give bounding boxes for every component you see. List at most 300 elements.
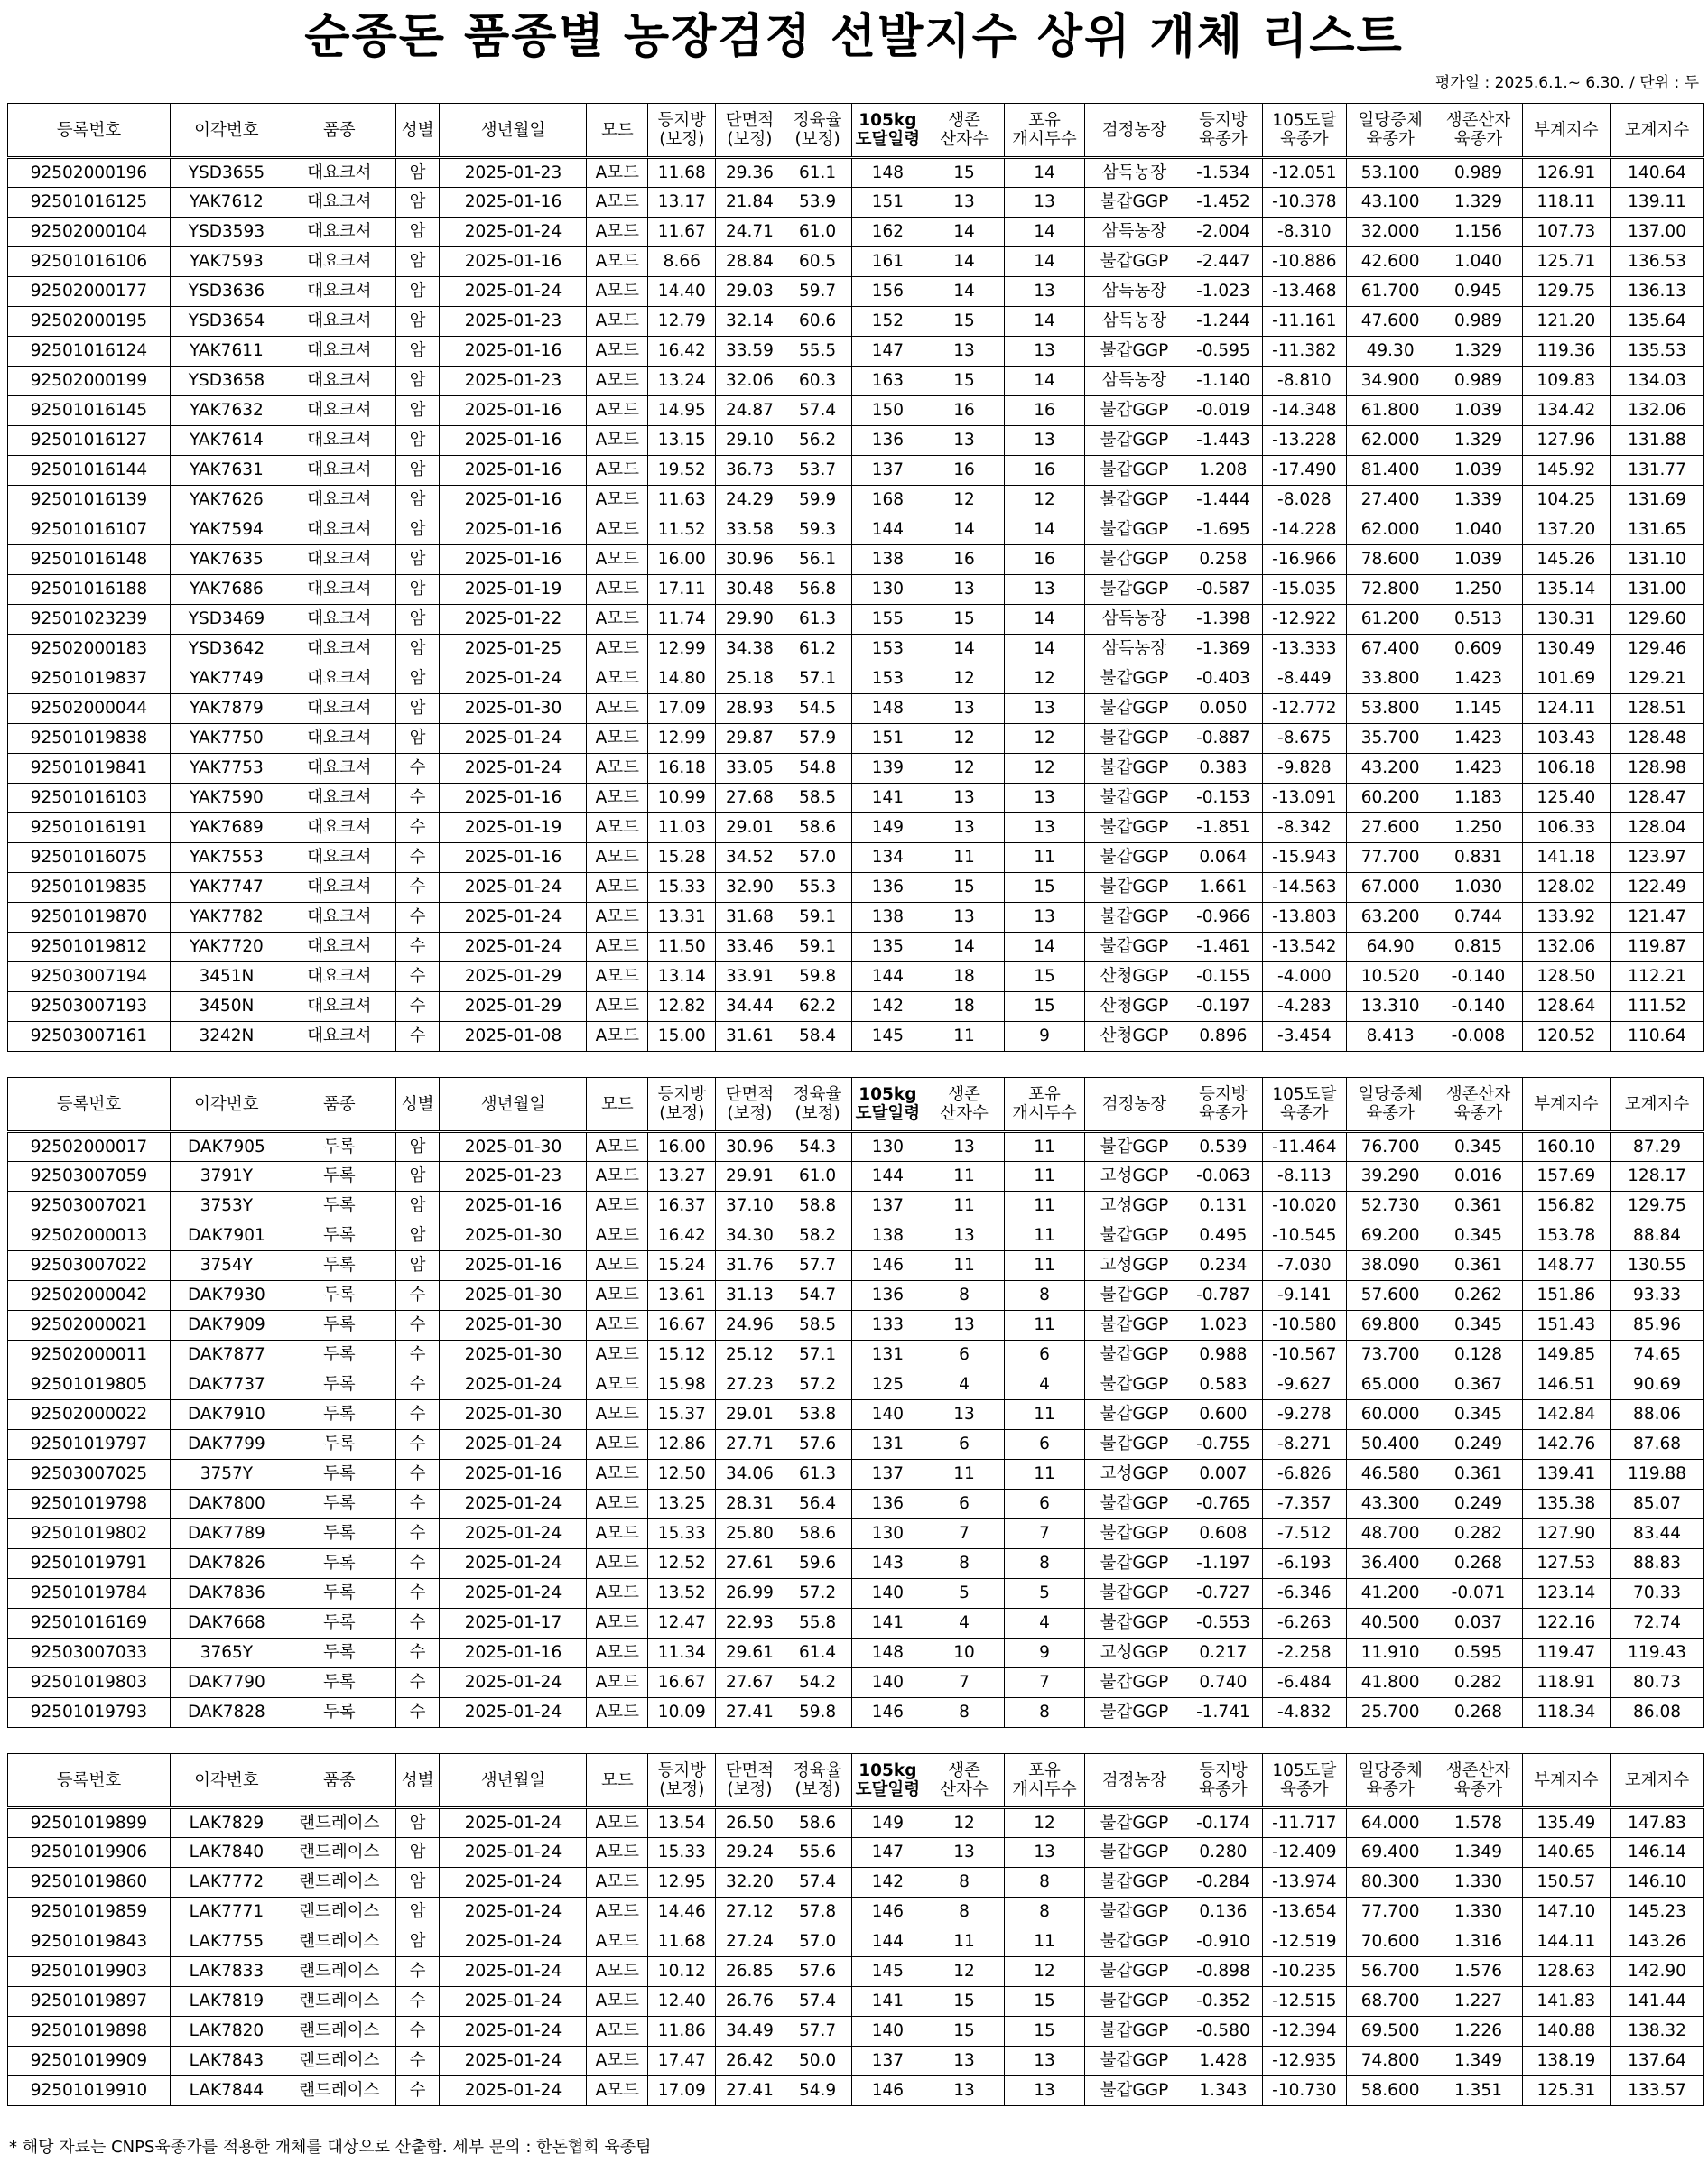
table-cell: 128.47	[1611, 784, 1704, 813]
table-cell: 랜드레이스	[283, 1898, 395, 1927]
table-cell: 14	[1005, 307, 1085, 337]
table-cell: 48.700	[1346, 1519, 1434, 1549]
table-cell: YSD3593	[170, 218, 283, 247]
table-cell: 54.3	[784, 1132, 851, 1162]
table-cell: -4.000	[1262, 962, 1346, 992]
table-cell: -0.008	[1434, 1022, 1522, 1052]
table-cell: 불갑GGP	[1084, 515, 1184, 545]
header-row	[8, 1078, 1704, 1132]
table-cell: A모드	[587, 1838, 648, 1868]
table-cell: 92501019843	[8, 1927, 171, 1957]
table-cell: 125.71	[1522, 247, 1610, 277]
table-cell: 136.13	[1611, 277, 1704, 307]
table-cell: 불갑GGP	[1084, 426, 1184, 456]
table-cell: 17.47	[648, 2047, 716, 2076]
table-cell: 57.6	[784, 1957, 851, 1987]
table-cell: 11	[924, 1251, 1005, 1281]
table-cell: A모드	[587, 873, 648, 903]
table-cell: 불갑GGP	[1084, 1927, 1184, 1957]
table-cell: 19.52	[648, 456, 716, 486]
table-cell: 불갑GGP	[1084, 337, 1184, 367]
table-cell: 0.495	[1184, 1221, 1263, 1251]
table-cell: 13.17	[648, 188, 716, 218]
column-header	[924, 1078, 1005, 1132]
table-cell: 29.91	[716, 1162, 784, 1192]
table-cell: 6	[1005, 1490, 1085, 1519]
duroc-table	[7, 1077, 1704, 1728]
table-cell: 1.339	[1434, 486, 1522, 515]
table-cell: 0.945	[1434, 277, 1522, 307]
column-header-line: 등지방	[657, 1761, 707, 1780]
table-cell: 52.730	[1346, 1192, 1434, 1221]
table-cell: 144	[851, 515, 924, 545]
table-cell: YAK7594	[170, 515, 283, 545]
table-cell: -1.140	[1184, 367, 1263, 396]
table-cell: 13.27	[648, 1162, 716, 1192]
table-cell: 2025-01-24	[440, 1668, 587, 1698]
table-cell: 8	[1005, 1698, 1085, 1728]
table-cell: 1.040	[1434, 247, 1522, 277]
table-cell: YAK7686	[170, 575, 283, 605]
column-header-line: 이각번호	[194, 120, 259, 140]
table-cell: 92503007025	[8, 1460, 171, 1490]
table-cell: 11.63	[648, 486, 716, 515]
table-cell: 11	[924, 1927, 1005, 1957]
column-header	[1084, 104, 1184, 158]
column-header-line: 이각번호	[194, 1094, 259, 1114]
table-cell: 1.329	[1434, 188, 1522, 218]
table-cell: A모드	[587, 277, 648, 307]
table-row	[8, 218, 1704, 247]
table-cell: 146	[851, 2076, 924, 2106]
table-cell: 143	[851, 1549, 924, 1579]
column-header	[1346, 1078, 1434, 1132]
table-cell: 34.06	[716, 1460, 784, 1490]
table-cell: 33.46	[716, 933, 784, 962]
table-cell: 암	[395, 1221, 440, 1251]
table-cell: 암	[395, 337, 440, 367]
table-cell: 61.0	[784, 218, 851, 247]
table-cell: 26.76	[716, 1987, 784, 2017]
table-cell: 15.33	[648, 1838, 716, 1868]
table-cell: 29.01	[716, 813, 784, 843]
column-header	[1611, 1754, 1704, 1808]
table-cell: 92501019859	[8, 1898, 171, 1927]
table-cell: 27.41	[716, 2076, 784, 2106]
table-cell: A모드	[587, 575, 648, 605]
column-header	[8, 1754, 171, 1808]
column-header	[784, 1754, 851, 1808]
table-cell: -10.567	[1262, 1341, 1346, 1370]
table-cell: 129.75	[1522, 277, 1610, 307]
table-cell: -13.468	[1262, 277, 1346, 307]
table-cell: 92501019897	[8, 1987, 171, 2017]
table-cell: 대요크셔	[283, 456, 395, 486]
column-header	[851, 1754, 924, 1808]
column-header-line: 등록번호	[56, 1770, 122, 1790]
table-cell: 49.30	[1346, 337, 1434, 367]
table-cell: 15.28	[648, 843, 716, 873]
table-cell: 144	[851, 1927, 924, 1957]
table-cell: 14	[924, 218, 1005, 247]
table-cell: 고성GGP	[1084, 1251, 1184, 1281]
table-cell: 2025-01-16	[440, 843, 587, 873]
table-cell: 0.262	[1434, 1281, 1522, 1311]
table-cell: 2025-01-24	[440, 1519, 587, 1549]
table-cell: 암	[395, 456, 440, 486]
table-cell: 0.016	[1434, 1162, 1522, 1192]
table-cell: 69.400	[1346, 1838, 1434, 1868]
table-cell: 61.3	[784, 605, 851, 635]
table-cell: -0.063	[1184, 1162, 1263, 1192]
table-cell: 133	[851, 1311, 924, 1341]
table-cell: 10.09	[648, 1698, 716, 1728]
table-cell: A모드	[587, 1490, 648, 1519]
table-cell: 2025-01-24	[440, 1927, 587, 1957]
column-header-line: 품종	[322, 120, 356, 140]
table-cell: 121.47	[1611, 903, 1704, 933]
table-cell: 92501019812	[8, 933, 171, 962]
table-cell: 112.21	[1611, 962, 1704, 992]
column-header-line: 모계지수	[1624, 1770, 1690, 1790]
table-cell: 13	[924, 188, 1005, 218]
table-cell: 151.43	[1522, 1311, 1610, 1341]
table-cell: 랜드레이스	[283, 1987, 395, 2017]
table-cell: 2025-01-16	[440, 426, 587, 456]
table-cell: 109.83	[1522, 367, 1610, 396]
table-cell: 13	[924, 813, 1005, 843]
column-header-line: 모드	[600, 1094, 634, 1114]
table-row	[8, 2076, 1704, 2106]
table-cell: 57.1	[784, 664, 851, 694]
table-cell: 대요크셔	[283, 545, 395, 575]
table-cell: 13	[924, 337, 1005, 367]
table-cell: YSD3642	[170, 635, 283, 664]
table-cell: 92501019797	[8, 1430, 171, 1460]
table-cell: 11	[1005, 1251, 1085, 1281]
table-cell: -12.935	[1262, 2047, 1346, 2076]
table-cell: 6	[1005, 1341, 1085, 1370]
table-cell: 수	[395, 1609, 440, 1639]
table-cell: -8.342	[1262, 813, 1346, 843]
table-cell: 삼득농장	[1084, 307, 1184, 337]
table-cell: 산청GGP	[1084, 1022, 1184, 1052]
table-cell: 2025-01-24	[440, 2076, 587, 2106]
column-header	[716, 1754, 784, 1808]
column-header-line: 생년월일	[480, 1094, 546, 1114]
table-cell: 136	[851, 426, 924, 456]
table-cell: 불갑GGP	[1084, 1549, 1184, 1579]
table-cell: -10.730	[1262, 2076, 1346, 2106]
table-cell: 1.145	[1434, 694, 1522, 724]
table-cell: 0.050	[1184, 694, 1263, 724]
table-cell: 134	[851, 843, 924, 873]
column-header-line: 105도달	[1272, 1761, 1337, 1780]
table-cell: 0.268	[1434, 1549, 1522, 1579]
table-cell: 0.131	[1184, 1192, 1263, 1221]
table-cell: -0.910	[1184, 1927, 1263, 1957]
table-cell: 두록	[283, 1400, 395, 1430]
table-cell: 12.79	[648, 307, 716, 337]
table-cell: 135.14	[1522, 575, 1610, 605]
table-cell: 15.37	[648, 1400, 716, 1430]
table-cell: A모드	[587, 1132, 648, 1162]
table-cell: 145.92	[1522, 456, 1610, 486]
table-cell: 암	[395, 724, 440, 754]
column-header	[1611, 104, 1704, 158]
column-header-line: 등지방	[657, 111, 707, 130]
column-header	[1184, 104, 1263, 158]
table-row	[8, 724, 1704, 754]
table-cell: 92502000044	[8, 694, 171, 724]
table-cell: 두록	[283, 1549, 395, 1579]
table-cell: 16	[924, 396, 1005, 426]
table-cell: A모드	[587, 843, 648, 873]
table-cell: YAK7753	[170, 754, 283, 784]
table-cell: 27.23	[716, 1370, 784, 1400]
table-cell: 29.87	[716, 724, 784, 754]
table-cell: -0.765	[1184, 1490, 1263, 1519]
table-cell: A모드	[587, 1957, 648, 1987]
table-cell: YAK7635	[170, 545, 283, 575]
table-cell: 56.2	[784, 426, 851, 456]
column-header	[395, 1078, 440, 1132]
table-cell: 122.16	[1522, 1609, 1610, 1639]
column-header-line: 육종가	[1366, 130, 1415, 149]
table-cell: 57.0	[784, 843, 851, 873]
column-header-line: 생존산자	[1445, 1761, 1511, 1780]
table-cell: 13.54	[648, 1808, 716, 1838]
table-cell: 1.039	[1434, 545, 1522, 575]
table-cell: -17.490	[1262, 456, 1346, 486]
table-cell: 58.8	[784, 1192, 851, 1221]
table-row	[8, 188, 1704, 218]
table-cell: 0.345	[1434, 1400, 1522, 1430]
table-cell: A모드	[587, 664, 648, 694]
table-cell: 13.310	[1346, 992, 1434, 1022]
table-cell: 80.300	[1346, 1868, 1434, 1898]
table-cell: 12.50	[648, 1460, 716, 1490]
table-cell: 8	[1005, 1868, 1085, 1898]
table-cell: 92503007161	[8, 1022, 171, 1052]
table-cell: 수	[395, 2017, 440, 2047]
table-cell: 61.700	[1346, 277, 1434, 307]
table-row	[8, 1251, 1704, 1281]
table-cell: 수	[395, 1579, 440, 1609]
table-cell: 31.68	[716, 903, 784, 933]
table-cell: 128.02	[1522, 873, 1610, 903]
table-cell: 13	[924, 1838, 1005, 1868]
table-cell: 대요크셔	[283, 218, 395, 247]
table-cell: 0.268	[1434, 1698, 1522, 1728]
column-header-line: 정육율	[793, 1761, 842, 1780]
table-cell: 11	[1005, 1162, 1085, 1192]
table-cell: 두록	[283, 1281, 395, 1311]
table-row	[8, 1022, 1704, 1052]
table-cell: 138	[851, 1221, 924, 1251]
table-cell: 0.217	[1184, 1639, 1263, 1668]
table-cell: 15	[1005, 2017, 1085, 2047]
table-cell: 85.96	[1611, 1311, 1704, 1341]
table-cell: 두록	[283, 1341, 395, 1370]
table-cell: 수	[395, 1698, 440, 1728]
table-cell: -13.091	[1262, 784, 1346, 813]
column-header-line: 부계지수	[1534, 1770, 1599, 1790]
table-cell: 57.1	[784, 1341, 851, 1370]
table-cell: 60.6	[784, 307, 851, 337]
table-cell: YAK7747	[170, 873, 283, 903]
table-cell: 3765Y	[170, 1639, 283, 1668]
table-cell: 62.000	[1346, 515, 1434, 545]
column-header-line: 생년월일	[480, 120, 546, 140]
table-cell: 4	[924, 1370, 1005, 1400]
table-cell: 11.86	[648, 2017, 716, 2047]
table-cell: 12	[924, 664, 1005, 694]
table-cell: -1.444	[1184, 486, 1263, 515]
table-cell: -0.197	[1184, 992, 1263, 1022]
table-cell: 124.11	[1522, 694, 1610, 724]
table-cell: 5	[924, 1579, 1005, 1609]
column-header-line: 등록번호	[56, 1094, 122, 1114]
table-row	[8, 396, 1704, 426]
table-cell: 수	[395, 1549, 440, 1579]
table-cell: 암	[395, 158, 440, 188]
table-cell: 61.2	[784, 635, 851, 664]
table-cell: 141	[851, 1609, 924, 1639]
table-cell: 수	[395, 1311, 440, 1341]
table-cell: 26.99	[716, 1579, 784, 1609]
table-cell: 불갑GGP	[1084, 1341, 1184, 1370]
table-cell: 92501019805	[8, 1370, 171, 1400]
table-cell: 92501016139	[8, 486, 171, 515]
table-cell: YAK7750	[170, 724, 283, 754]
table-cell: A모드	[587, 545, 648, 575]
table-cell: 11	[1005, 1221, 1085, 1251]
table-row	[8, 1957, 1704, 1987]
table-cell: 131.10	[1611, 545, 1704, 575]
table-cell: 대요크셔	[283, 515, 395, 545]
table-cell: 2025-01-24	[440, 1838, 587, 1868]
table-cell: 암	[395, 247, 440, 277]
table-cell: 13	[924, 694, 1005, 724]
table-cell: 27.41	[716, 1698, 784, 1728]
table-cell: 34.38	[716, 635, 784, 664]
table-cell: 92501019835	[8, 873, 171, 903]
table-cell: 55.8	[784, 1609, 851, 1639]
table-cell: 32.20	[716, 1868, 784, 1898]
column-header-line: 품종	[322, 1094, 356, 1114]
table-cell: 24.29	[716, 486, 784, 515]
table-cell: 8	[924, 1868, 1005, 1898]
table-cell: 92501016107	[8, 515, 171, 545]
table-cell: 57.4	[784, 1868, 851, 1898]
table-cell: 136.53	[1611, 247, 1704, 277]
table-cell: 1.351	[1434, 2076, 1522, 2106]
table-cell: 61.800	[1346, 396, 1434, 426]
table-cell: 13	[924, 1132, 1005, 1162]
table-cell: 2025-01-24	[440, 1579, 587, 1609]
table-cell: 131.77	[1611, 456, 1704, 486]
table-cell: 92501023239	[8, 605, 171, 635]
table-cell: DAK7836	[170, 1579, 283, 1609]
table-cell: A모드	[587, 1221, 648, 1251]
table-cell: 92501019860	[8, 1868, 171, 1898]
table-cell: 암	[395, 1132, 440, 1162]
table-cell: A모드	[587, 1698, 648, 1728]
table-cell: A모드	[587, 218, 648, 247]
table-row	[8, 1192, 1704, 1221]
table-cell: 57.2	[784, 1370, 851, 1400]
table-cell: 57.7	[784, 2017, 851, 2047]
table-cell: A모드	[587, 1400, 648, 1430]
table-cell: 17.09	[648, 694, 716, 724]
table-cell: 2025-01-30	[440, 1281, 587, 1311]
table-cell: 13	[924, 903, 1005, 933]
table-cell: 92503007021	[8, 1192, 171, 1221]
column-header-line: 단면적	[725, 1085, 775, 1104]
table-cell: 8	[924, 1898, 1005, 1927]
table-cell: YSD3654	[170, 307, 283, 337]
table-cell: 불갑GGP	[1084, 1490, 1184, 1519]
table-cell: 142.84	[1522, 1400, 1610, 1430]
table-cell: YAK7614	[170, 426, 283, 456]
table-cell: LAK7772	[170, 1868, 283, 1898]
table-cell: 148	[851, 694, 924, 724]
table-cell: 150.57	[1522, 1868, 1610, 1898]
table-cell: 29.24	[716, 1838, 784, 1868]
table-cell: A모드	[587, 962, 648, 992]
table-cell: 불갑GGP	[1084, 2017, 1184, 2047]
table-cell: 12.47	[648, 1609, 716, 1639]
table-cell: 155	[851, 605, 924, 635]
table-cell: 8	[924, 1281, 1005, 1311]
column-header-line: 산자수	[940, 130, 989, 149]
column-header	[1434, 1754, 1522, 1808]
table-cell: 2025-01-16	[440, 1460, 587, 1490]
table-cell: 불갑GGP	[1084, 1221, 1184, 1251]
column-header	[283, 1078, 395, 1132]
table-cell: 11.52	[648, 515, 716, 545]
table-cell: 16.67	[648, 1311, 716, 1341]
table-cell: LAK7840	[170, 1838, 283, 1868]
table-cell: 92501019838	[8, 724, 171, 754]
table-cell: 140.64	[1611, 158, 1704, 188]
table-cell: A모드	[587, 694, 648, 724]
table-cell: 6	[924, 1430, 1005, 1460]
table-cell: A모드	[587, 1341, 648, 1370]
table-cell: 13	[1005, 813, 1085, 843]
table-cell: 암	[395, 1808, 440, 1838]
table-cell: 72.800	[1346, 575, 1434, 605]
table-cell: 암	[395, 367, 440, 396]
table-cell: 대요크셔	[283, 754, 395, 784]
table-cell: -10.235	[1262, 1957, 1346, 1987]
table-row	[8, 605, 1704, 635]
column-header-line: 생존산자	[1445, 1085, 1511, 1104]
table-cell: 33.59	[716, 337, 784, 367]
table-cell: 암	[395, 1251, 440, 1281]
table-cell: 92503007194	[8, 962, 171, 992]
table-cell: 130	[851, 575, 924, 605]
table-cell: 59.9	[784, 486, 851, 515]
table-cell: 2025-01-24	[440, 1490, 587, 1519]
table-cell: 142	[851, 992, 924, 1022]
table-cell: 31.61	[716, 1022, 784, 1052]
table-cell: 138.19	[1522, 2047, 1610, 2076]
table-cell: 2025-01-30	[440, 694, 587, 724]
table-cell: 144.11	[1522, 1927, 1610, 1957]
table-cell: 수	[395, 933, 440, 962]
